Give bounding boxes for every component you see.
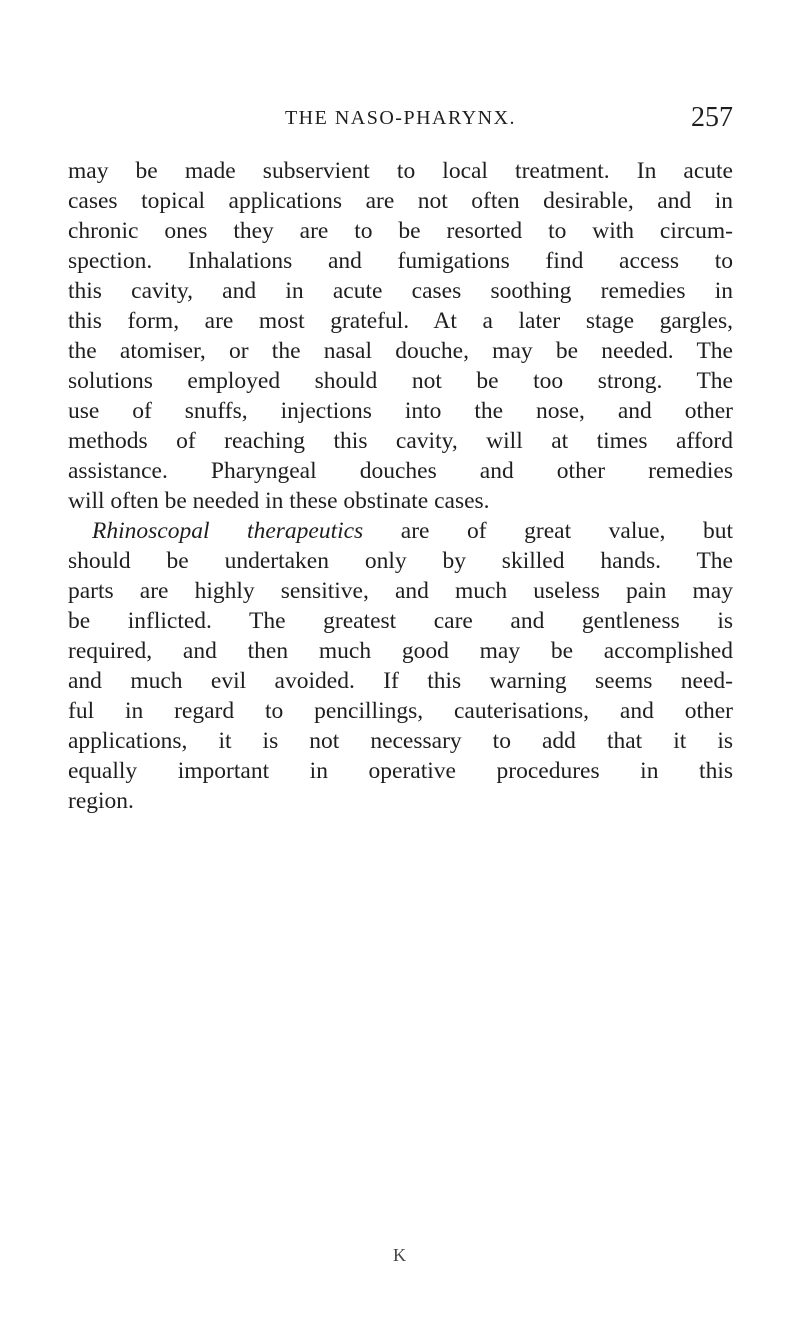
running-head [68,100,733,136]
paragraph-opening-line [68,516,733,546]
text-line: should be undertaken only by skilled hands. The [68,548,733,574]
italic-term: Rhinoscopal therapeutics [92,518,364,544]
text-line: required, and then much good may be accomplished [68,638,733,664]
text-line: use of snuffs, injections into the nose, and other [68,398,733,424]
text-line: the atomiser, or the nasal douche, may be needed. The [68,338,733,364]
text-line: region. [68,788,134,814]
text-line: spection. Inhalations and fumigations find access to [68,248,733,274]
text-line: may be made subservient to local treatment. In acute [68,158,733,184]
text-line: will often be needed in these obstinate cases. [68,488,490,514]
text-line: parts are highly sensitive, and much useless pain may [68,578,733,604]
running-title: THE NASO-PHARYNX. [284,107,517,129]
text-line: this form, are most grateful. At a later stage gargles, [68,308,733,334]
text-line: applications, it is not necessary to add that it is [68,728,733,754]
text-line: be inflicted. The greatest care and gentleness is [68,608,733,634]
text-line: solutions employed should not be too strong. The [68,368,733,394]
text-line: assistance. Pharyngeal douches and other remedies [68,458,733,484]
signature-mark: K [393,1245,406,1265]
page-number: 257 [691,102,733,133]
text-line: methods of reaching this cavity, will at times afford [68,428,733,454]
text-line: chronic ones they are to be resorted to with circum- [68,218,733,244]
text-line: and much evil avoided. If this warning seems need- [68,668,733,694]
text-line: cases topical applications are not often desirable, and in [68,188,733,214]
text-line: equally important in operative procedures in this [68,758,733,784]
text-run: are of great value, but [363,518,733,544]
body-text [68,156,733,816]
text-line: ful in regard to pencillings, cauterisations, and other [68,698,733,724]
text-line: this cavity, and in acute cases soothing remedies in [68,278,733,304]
